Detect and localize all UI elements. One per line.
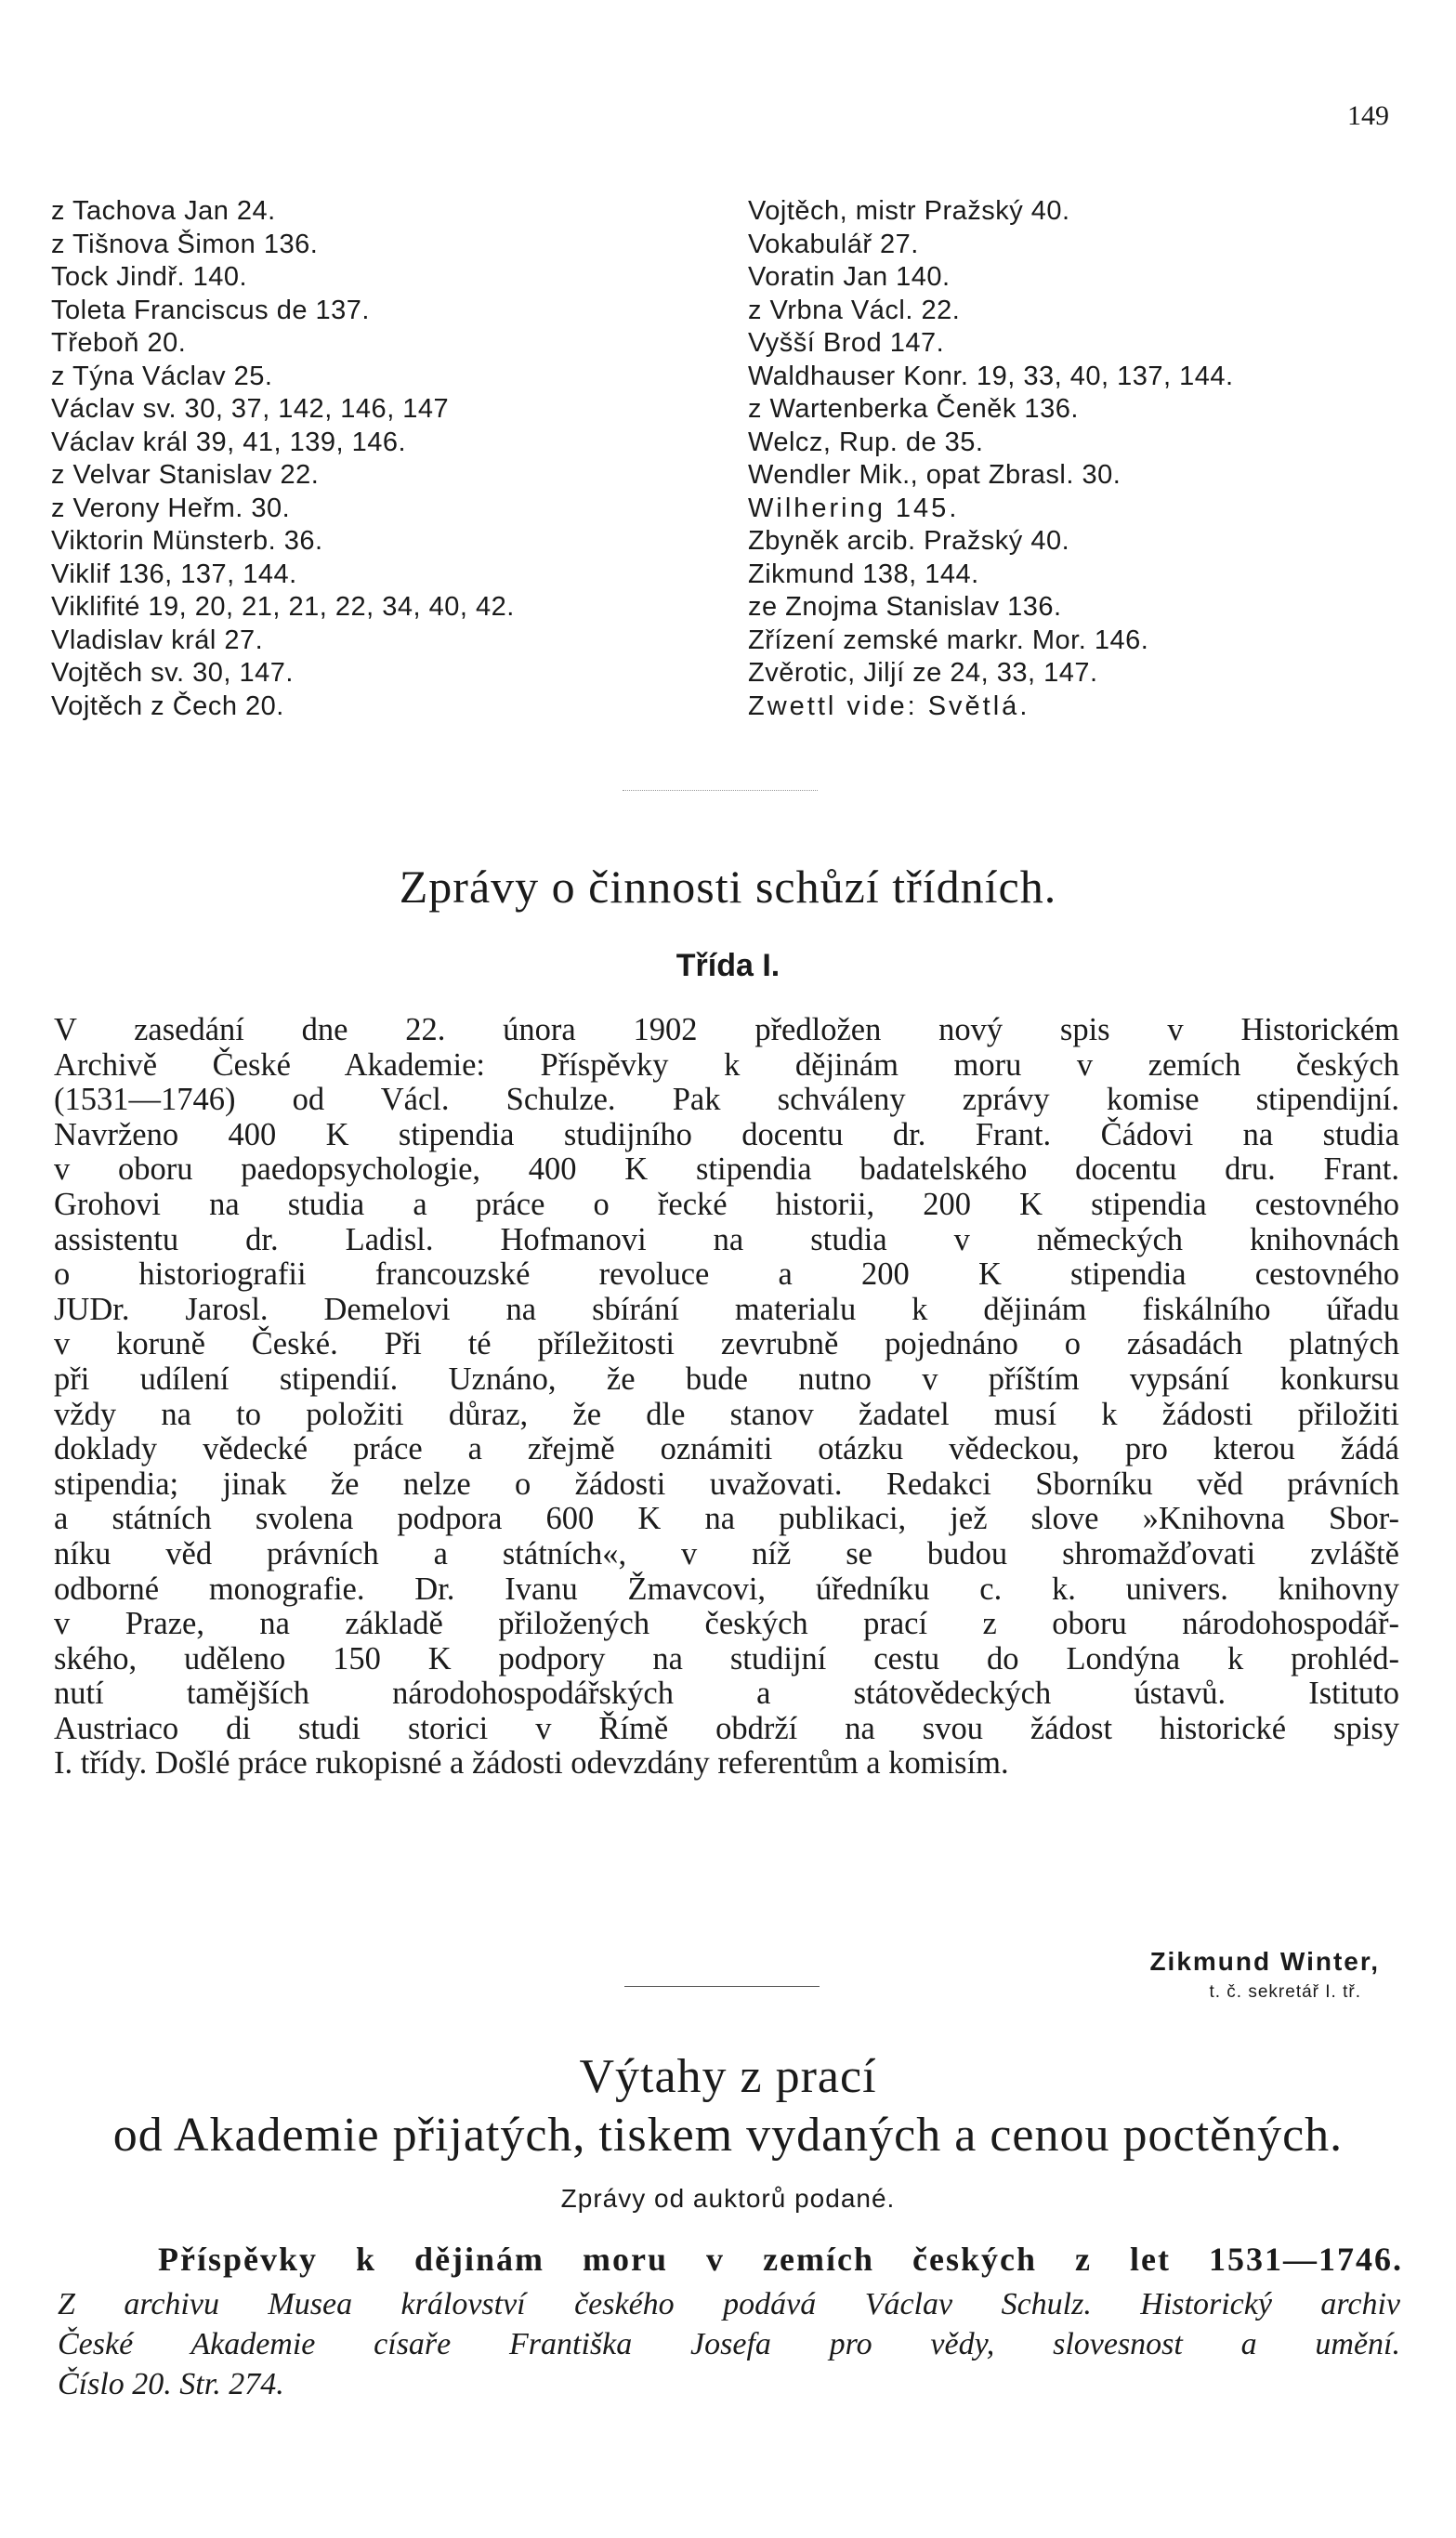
index-entry: Zvěrotic, Jiljí ze 24, 33, 147. bbox=[748, 658, 1098, 688]
index-entry: Wilhering 145. bbox=[748, 493, 960, 523]
index-entry: z Velvar Stanislav 22. bbox=[51, 460, 320, 490]
index-entry: Vojtěch z Čech 20. bbox=[51, 690, 284, 721]
index-entry: z Tišnova Šimon 136. bbox=[51, 229, 319, 259]
index-entry: Václav sv. 30, 37, 142, 146, 147 bbox=[51, 394, 450, 424]
index-entry: Vojtěch, mistr Pražský 40. bbox=[748, 196, 1070, 226]
divider-rule bbox=[624, 1986, 820, 1987]
index-entry: Vojtěch sv. 30, 147. bbox=[51, 658, 294, 688]
paragraph-line: vždy na to položiti důraz, že dle stanov žadatel musí k žádosti přiložiti bbox=[54, 1396, 1399, 1432]
index-entry: Vokabulář 27. bbox=[748, 229, 919, 259]
index-entry: Viklifité 19, 20, 21, 21, 22, 34, 40, 42. bbox=[51, 592, 515, 622]
index-entry: Waldhauser Konr. 19, 33, 40, 137, 144. bbox=[748, 361, 1234, 391]
paragraph-line: níku věd právních a státních«, v níž se budou shromažďovati zvláště bbox=[54, 1535, 1399, 1571]
index-entry: z Verony Heřm. 30. bbox=[51, 493, 291, 523]
paragraph-line: I. třídy. Došlé práce rukopisné a žádosti odevzdány referentům a komisím. bbox=[54, 1745, 1009, 1782]
paragraph-line: v Praze, na základě přiložených českých prací z oboru národohospodář- bbox=[54, 1606, 1399, 1642]
index-entry: ze Znojma Stanislav 136. bbox=[748, 592, 1062, 622]
signature-role: t. č. sekretář I. tř. bbox=[1209, 1982, 1361, 2002]
index-entry: Welcz, Rup. de 35. bbox=[748, 427, 984, 457]
index-column-left bbox=[51, 195, 720, 723]
class-heading: Třída I. bbox=[676, 948, 780, 983]
index-entry: z Vrbna Václ. 22. bbox=[748, 295, 961, 325]
index-entry: Zbyněk arcib. Pražský 40. bbox=[748, 526, 1070, 556]
paragraph-line: o historiografii francouzské revoluce a 200 K stipendia cestovného bbox=[54, 1256, 1399, 1293]
source-line: Číslo 20. Str. 274. bbox=[58, 2367, 284, 2401]
paragraph-line: Grohovi na studia a práce o řecké historii, 200 K stipendia cestovného bbox=[54, 1186, 1399, 1222]
abstracts-title-line1: Výtahy z prací bbox=[579, 2050, 877, 2103]
paragraph-line: ského, uděleno 150 K podpory na studijní cestu do Londýna k prohléd- bbox=[54, 1640, 1399, 1677]
paragraph-line: (1531—1746) od Václ. Schulze. Pak schváleny zprávy komise stipendijní. bbox=[54, 1082, 1399, 1118]
index-entry: Zřízení zemské markr. Mor. 146. bbox=[748, 625, 1149, 655]
index-entry: z Tachova Jan 24. bbox=[51, 196, 276, 226]
source-line: České Akademie císaře Františka Josefa pro vědy, slovesnost a umění. bbox=[58, 2327, 1400, 2361]
paragraph-line: v koruně České. Při té příležitosti zevrubně pojednáno o zásadách platných bbox=[54, 1326, 1399, 1362]
index-entry: Viktorin Münsterb. 36. bbox=[51, 526, 323, 556]
abstracts-subtitle: Zprávy od auktorů podané. bbox=[560, 2184, 896, 2213]
paragraph-line: nutí tamějších národohospodářských a státovědeckých ústavů. Istituto bbox=[54, 1676, 1399, 1712]
index-entry: Wendler Mik., opat Zbrasl. 30. bbox=[748, 460, 1122, 490]
paragraph-line: doklady vědecké práce a zřejmě oznámiti otázku vědeckou, pro kterou žádá bbox=[54, 1431, 1399, 1467]
section-title: Zprávy o činnosti schůzí třídních. bbox=[399, 861, 1057, 913]
index-entry: Třeboň 20. bbox=[51, 328, 187, 358]
article-source bbox=[58, 2284, 1400, 2404]
index-column-right bbox=[748, 195, 1417, 723]
paragraph-line: a státních svolena podpora 600 K na publikaci, jež slove »Knihovna Sbor- bbox=[54, 1501, 1399, 1537]
source-line: Z archivu Musea království českého podává Václav Schulz. Historický archiv bbox=[58, 2287, 1400, 2321]
index-entry: Vladislav král 27. bbox=[51, 625, 264, 655]
index-entry: Tock Jindř. 140. bbox=[51, 262, 248, 292]
paragraph-line: JUDr. Jarosl. Demelovi na sbírání materialu k dějinám fiskálního úřadu bbox=[54, 1291, 1399, 1327]
index-entry: Zikmund 138, 144. bbox=[748, 559, 979, 589]
index-entry: Toleta Franciscus de 137. bbox=[51, 295, 370, 325]
paragraph-line: assistentu dr. Ladisl. Hofmanovi na studia v německých knihovnách bbox=[54, 1221, 1399, 1257]
index-entry: Václav král 39, 41, 139, 146. bbox=[51, 427, 407, 457]
index-entry: z Wartenberka Čeněk 136. bbox=[748, 394, 1079, 424]
paragraph-line: Archivě České Akademie: Příspěvky k dějinám moru v zemích českých bbox=[54, 1046, 1399, 1083]
index-entry: Zwettl vide: Světlá. bbox=[748, 690, 1030, 721]
paragraph-line: Navrženo 400 K stipendia studijního docentu dr. Frant. Čádovi na studia bbox=[54, 1116, 1399, 1152]
abstracts-title-line2: od Akademie přijatých, tiskem vydaných a cenou poctěných. bbox=[112, 2109, 1344, 2162]
page-number: 149 bbox=[1347, 100, 1389, 131]
index-entry: z Týna Václav 25. bbox=[51, 361, 273, 391]
index-entry: Vyšší Brod 147. bbox=[748, 328, 945, 358]
index-entry: Voratin Jan 140. bbox=[748, 262, 951, 292]
paragraph-line: při udílení stipendií. Uznáno, že bude nutno v příštím vypsání konkursu bbox=[54, 1361, 1399, 1397]
paragraph-line: stipendia; jinak že nelze o žádosti uvažovati. Redakci Sborníku věd právních bbox=[54, 1466, 1399, 1502]
paragraph-line: odborné monografie. Dr. Ivanu Žmavcovi, úředníku c. k. univers. knihovny bbox=[54, 1571, 1399, 1607]
session-report-paragraph bbox=[54, 1013, 1399, 1782]
paragraph-line: v oboru paedopsychologie, 400 K stipendia badatelského docentu dru. Frant. bbox=[54, 1151, 1399, 1188]
divider-dotted bbox=[623, 790, 818, 791]
paragraph-line: V zasedání dne 22. února 1902 předložen nový spis v Historickém bbox=[54, 1012, 1399, 1047]
paragraph-line: Austriaco di studi storici v Římě obdrží na svou žádost historické spisy bbox=[54, 1710, 1399, 1746]
article-title: Příspěvky k dějinám moru v zemích českých z let 1531—1746. bbox=[158, 2241, 1403, 2278]
index-entry: Viklif 136, 137, 144. bbox=[51, 559, 297, 589]
signature-name: Zikmund Winter, bbox=[1149, 1947, 1380, 1976]
